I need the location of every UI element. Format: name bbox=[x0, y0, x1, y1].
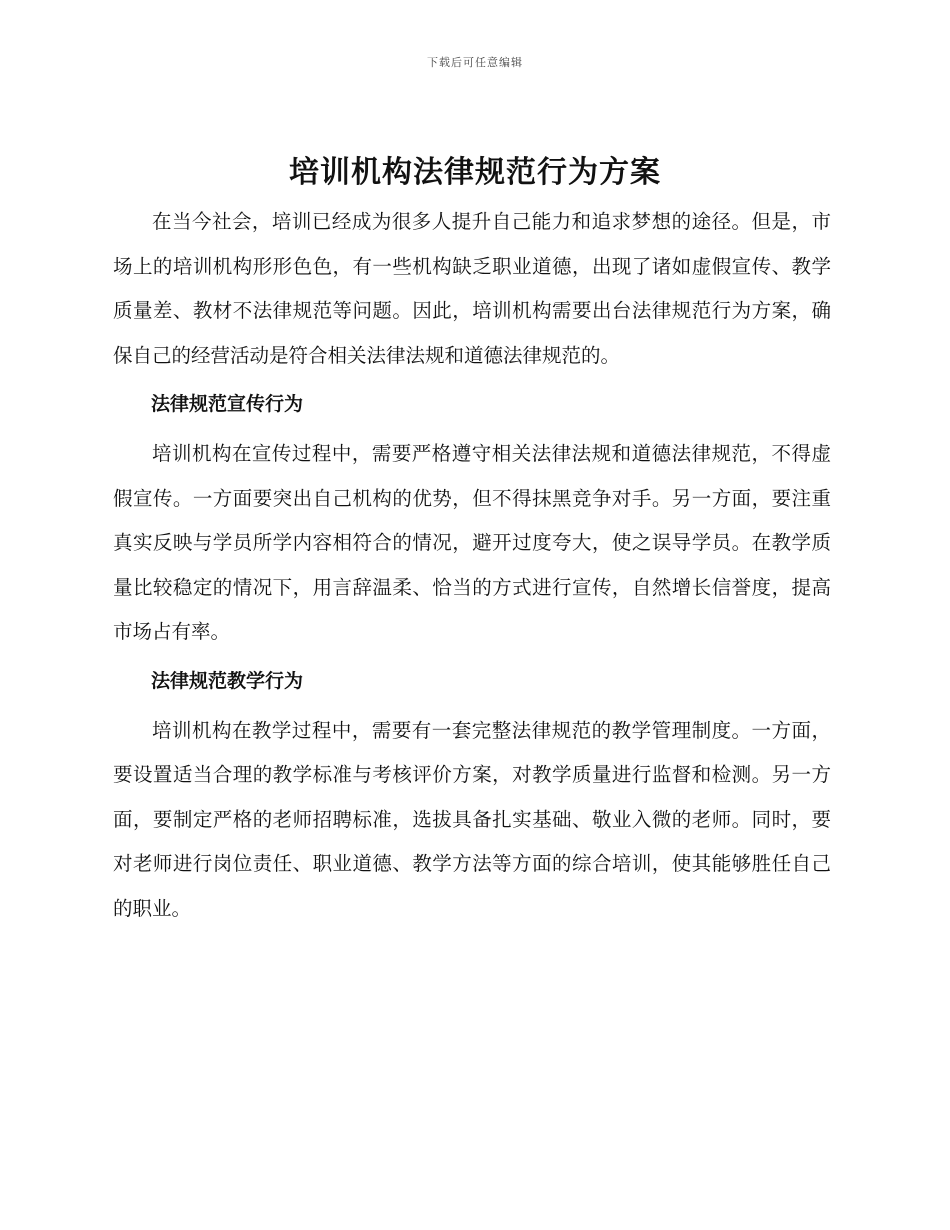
page-header-note: 下载后可任意编辑 bbox=[427, 56, 523, 69]
section-heading-publicity: 法律规范宣传行为 bbox=[151, 393, 304, 415]
section-heading-teaching: 法律规范教学行为 bbox=[151, 669, 304, 692]
section-paragraph-publicity: 培训机构在宣传过程中，需要严格遵守相关法律法规和道德法律规范，不得虚假宣传。一方面要突出自己机构的优势，但不得抹黑竞争对手。另一方面，要注重真实反映与学员所学内容相符合的情况，避开过度夸大，使之误导学员。在教学质量比较稳定的情况下，用言辞温柔、恰当的方式进行宣传，自然增长信誉度，提高市场占有率。 bbox=[113, 442, 831, 643]
section-paragraph-teaching: 培训机构在教学过程中，需要有一套完整法律规范的教学管理制度。一方面，要设置适当合理的教学标准与考核评价方案，对教学质量进行监督和检测。另一方面，要制定严格的老师招聘标准，选拔具备扎实基础、敬业入微的老师。同时，要对老师进行岗位责任、职业道德、教学方法等方面的综合培训，使其能够胜任自己的职业。 bbox=[113, 718, 831, 920]
document-body bbox=[113, 200, 831, 931]
document-title: 培训机构法律规范行为方案 bbox=[289, 155, 661, 190]
intro-paragraph: 在当今社会，培训已经成为很多人提升自己能力和追求梦想的途径。但是，市场上的培训机构形形色色，有一些机构缺乏职业道德，出现了诸如虚假宣传、教学质量差、教材不法律规范等问题。因此，培训机构需要出台法律规范行为方案，确保自己的经营活动是符合相关法律法规和道德法律规范的。 bbox=[113, 210, 831, 367]
